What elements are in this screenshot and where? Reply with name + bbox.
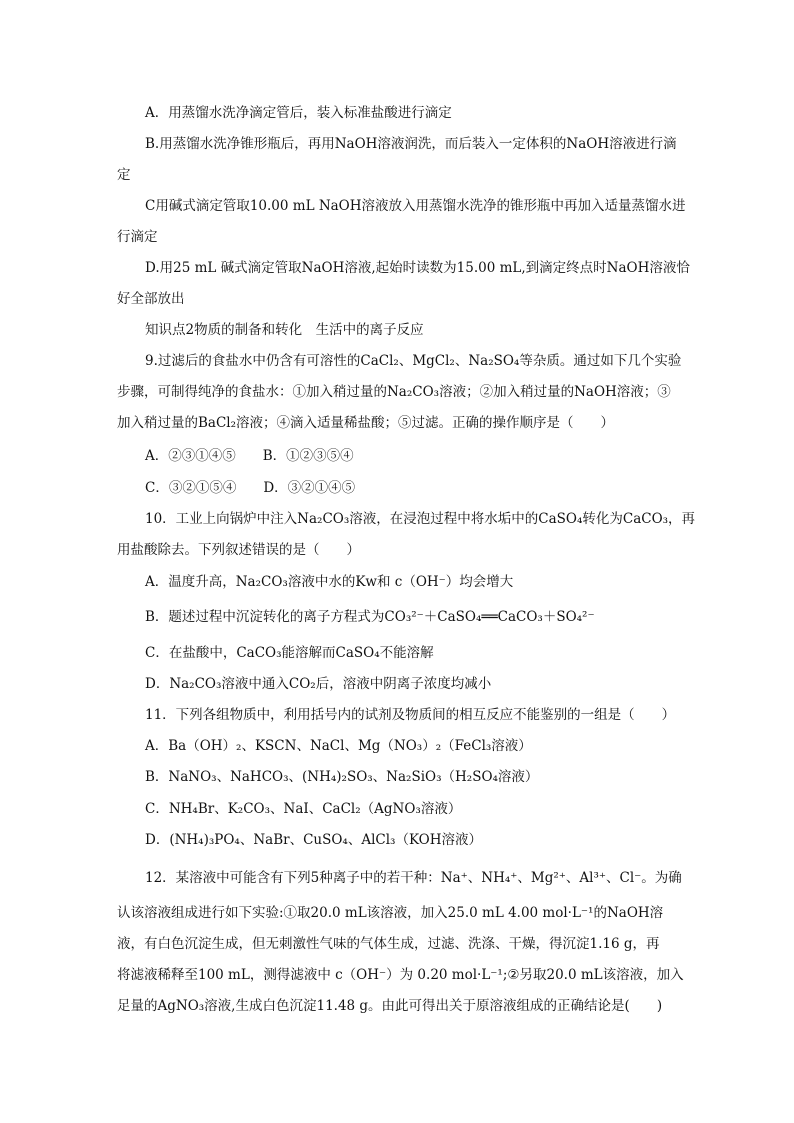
option-c-line-1: C用碱式滴定管取10.00 mL NaOH溶液放入用蒸馏水洗净的锥形瓶中再加入适量蒸馏水进 xyxy=(145,198,686,214)
option-d-line-1: D.用25 mL 碱式滴定管取NaOH溶液,起始时读数为15.00 mL,到滴定终点时NaOH溶液恰 xyxy=(145,260,690,276)
question-10-option-d: D．Na₂CO₃溶液中通入CO₂后，溶液中阴离子浓度均减小 xyxy=(145,676,492,692)
question-10-option-b: B．题述过程中沉淀转化的离子方程式为CO₃²⁻＋CaSO₄══CaCO₃＋SO₄²⁻ xyxy=(145,609,595,625)
option-c-line-2: 行滴定 xyxy=(117,229,158,245)
question-9-options-ab: A．②③①④⑤ B．①②③⑤④ xyxy=(145,448,354,464)
question-10-line-2: 用盐酸除去。下列叙述错误的是（ ） xyxy=(117,542,360,558)
question-10-option-c: C．在盐酸中，CaCO₃能溶解而CaSO₄不能溶解 xyxy=(145,645,434,661)
option-a-line: A．用蒸馏水洗净滴定管后，装入标准盐酸进行滴定 xyxy=(145,105,452,121)
option-b-line-2: 定 xyxy=(117,167,131,183)
question-12-line-1: 12．某溶液中可能含有下列5种离子中的若干种：Na⁺、NH₄⁺、Mg²⁺、Al³⁺、Cl⁻。为确 xyxy=(145,870,682,886)
question-11-stem: 11．下列各组物质中，利用括号内的试剂及物质间的相互反应不能鉴别的一组是（ ） xyxy=(145,707,676,723)
option-d-line-2: 好全部放出 xyxy=(117,291,185,307)
question-12-line-4: 将滤液稀释至100 mL，测得滤液中 c（OH⁻）为 0.20 mol·L⁻¹;②另取20.0 mL该溶液，加入 xyxy=(117,967,684,983)
question-9-line-1: 9.过滤后的食盐水中仍含有可溶性的CaCl₂、MgCl₂、Na₂SO₄等杂质。通过如下几个实验 xyxy=(145,353,682,369)
option-b-line-1: B.用蒸馏水洗净锥形瓶后，再用NaOH溶液润洗，而后装入一定体积的NaOH溶液进行滴 xyxy=(145,136,677,152)
question-9-line-3: 加入稍过量的BaCl₂溶液；④滴入适量稀盐酸；⑤过滤。正确的操作顺序是（ ） xyxy=(117,415,615,431)
section-heading: 知识点2物质的制备和转化 生活中的离子反应 xyxy=(145,322,424,338)
question-10-option-a: A．温度升高，Na₂CO₃溶液中水的Kw和 c（OH⁻）均会增大 xyxy=(145,574,514,590)
question-9-line-2: 步骤，可制得纯净的食盐水：①加入稍过量的Na₂CO₃溶液；②加入稍过量的NaOH溶液；③ xyxy=(117,384,671,400)
question-9-options-cd: C．③②①⑤④ D．③②①④⑤ xyxy=(145,480,356,496)
question-12-line-5: 足量的AgNO₃溶液,生成白色沉淀11.48 g。由此可得出关于原溶液组成的正确结论是( ) xyxy=(117,998,663,1014)
question-12-line-2: 认该溶液组成进行如下实验:①取20.0 mL该溶液，加入25.0 mL 4.00 mol·L⁻¹的NaOH溶 xyxy=(117,905,664,921)
question-10-line-1: 10．工业上向锅炉中注入Na₂CO₃溶液，在浸泡过程中将水垢中的CaSO₄转化为CaCO₃，再 xyxy=(145,511,696,527)
question-11-option-b: B．NaNO₃、NaHCO₃、(NH₄)₂SO₃、Na₂SiO₃（H₂SO₄溶液） xyxy=(145,769,539,785)
question-11-option-a: A．Ba（OH）₂、KSCN、NaCl、Mg（NO₃）₂（FeCl₃溶液） xyxy=(145,738,532,754)
question-11-option-c: C．NH₄Br、K₂CO₃、NaI、CaCl₂（AgNO₃溶液） xyxy=(145,801,462,817)
question-12-line-3: 液，有白色沉淀生成，但无刺激性气味的气体生成，过滤、洗涤、干燥，得沉淀1.16 g，再 xyxy=(117,936,660,952)
question-11-option-d: D．(NH₄)₃PO₄、NaBr、CuSO₄、AlCl₃（KOH溶液） xyxy=(145,832,483,848)
